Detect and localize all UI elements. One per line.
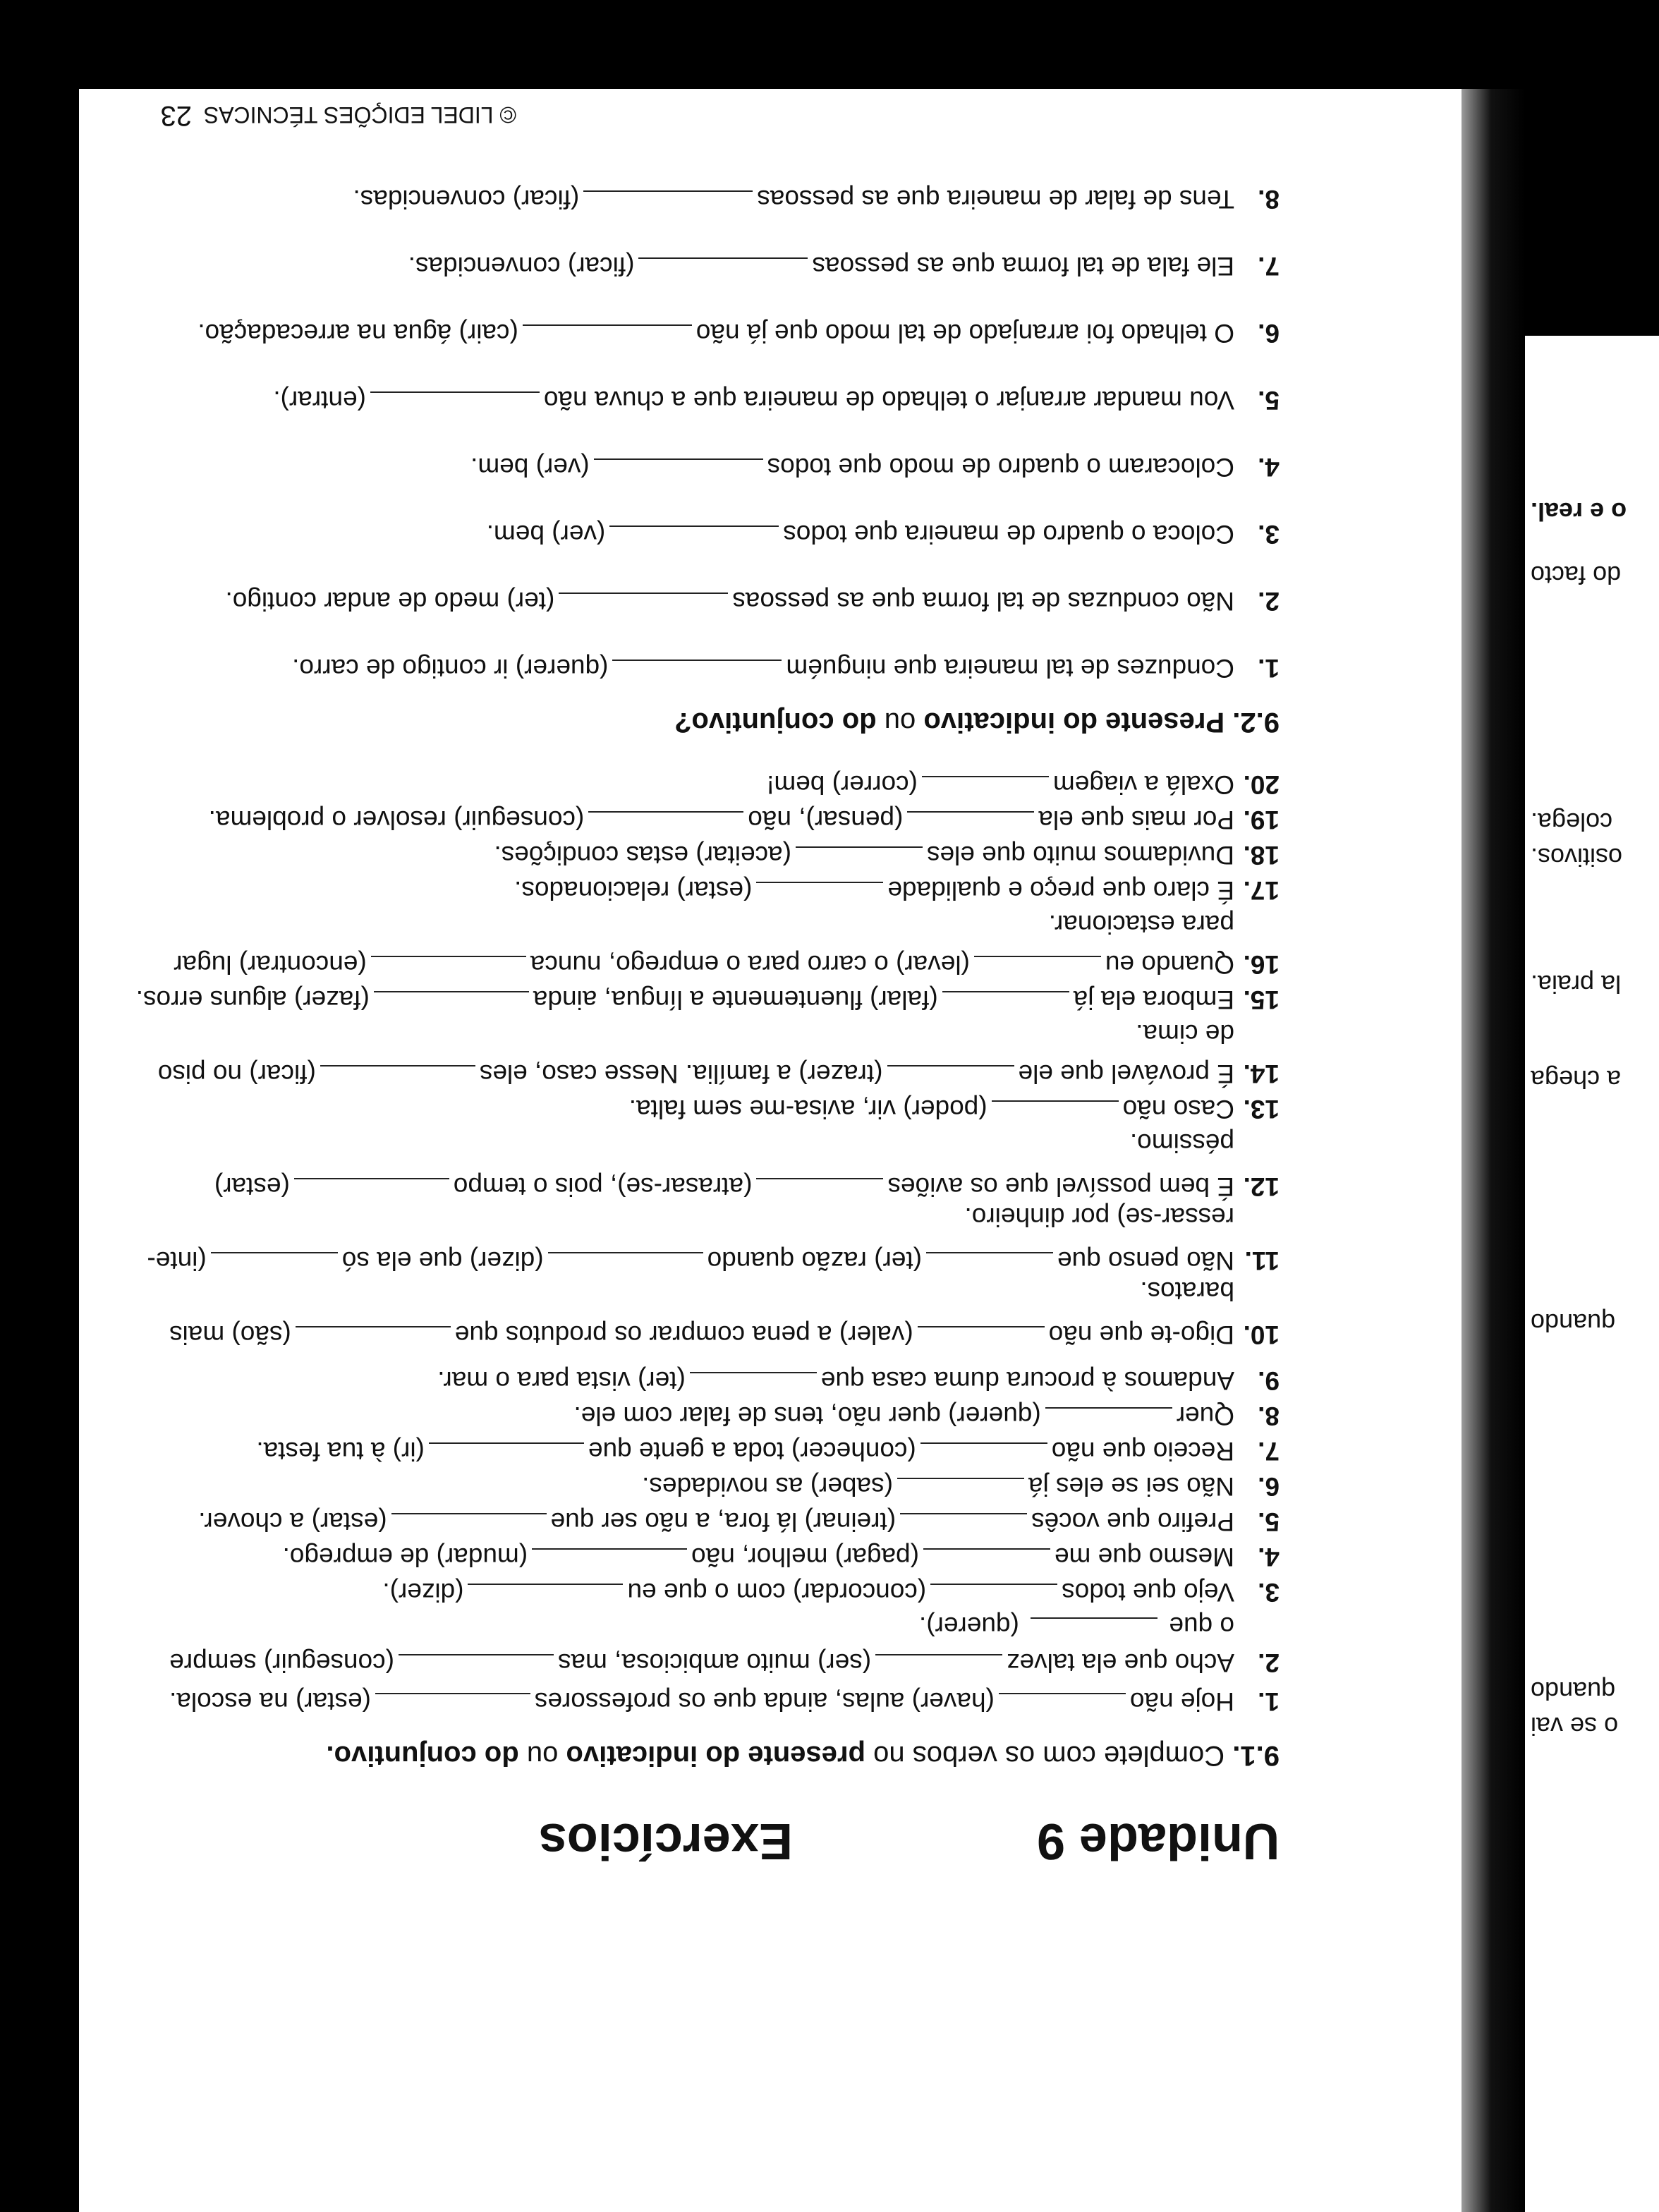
answer-blank[interactable] <box>918 1326 1045 1347</box>
item-text: Oxalá a viagem <box>1052 770 1234 799</box>
exercise-item <box>470 454 1280 480</box>
answer-blank[interactable] <box>391 1513 547 1534</box>
item-text: (são) mais <box>169 1320 291 1349</box>
item-text: É bem possível que os aviões <box>887 1172 1234 1201</box>
answer-blank[interactable] <box>609 525 779 547</box>
item-text: (trazer) a família. Nesse caso, eles <box>479 1059 883 1088</box>
item-number: 8. <box>1258 1402 1280 1430</box>
item-text: (haver) aulas, ainda que os professores <box>534 1687 995 1716</box>
answer-blank[interactable] <box>992 1100 1119 1122</box>
exercise-item <box>629 1096 1280 1122</box>
exercise-item <box>273 387 1280 413</box>
item-text: Quer <box>1176 1402 1234 1430</box>
item-text: (fazer) alguns erros. <box>135 985 370 1014</box>
item-text: É claro que preço e qualidade <box>887 876 1234 905</box>
exercise-item <box>214 1174 1280 1200</box>
answer-blank[interactable] <box>532 1548 687 1569</box>
item-text: (conseguir) resolver o problema. <box>208 806 585 834</box>
answer-blank[interactable] <box>922 776 1049 797</box>
item-text: (ter) razão quando <box>707 1246 923 1275</box>
exercise-item <box>292 655 1280 681</box>
item-text: (valer) a pena comprar os produtos que <box>454 1320 913 1349</box>
item-text: (saber) as novidades. <box>642 1472 893 1501</box>
answer-blank[interactable] <box>588 811 743 832</box>
item-text: (ter) medo de andar contigo. <box>225 587 555 616</box>
item-text: Coloca o quadro de maneira que todos <box>783 520 1234 549</box>
item-text: Não conduzas de tal forma que as pessoas <box>732 587 1234 616</box>
answer-blank[interactable] <box>690 1372 817 1393</box>
item-text: Digo-te que não <box>1048 1320 1234 1349</box>
item-number: 2. <box>1258 1648 1280 1677</box>
item-text: (aceitar) estas condições. <box>494 841 791 870</box>
instruction-text: Complete com os verbos no <box>873 1740 1225 1771</box>
instruction-bold: do conjuntivo? <box>674 707 877 738</box>
item-text: (conhecer) toda a gente que <box>588 1437 916 1466</box>
item-text: (ter) vista para o mar. <box>437 1366 686 1395</box>
prev-page-text: o se vai <box>1531 1712 1619 1741</box>
continuation-line <box>919 1611 1234 1641</box>
exercise-item <box>382 1579 1280 1605</box>
answer-blank[interactable] <box>887 1065 1014 1086</box>
exercise-item <box>767 772 1280 798</box>
item-number: 14. <box>1243 1059 1280 1088</box>
item-text: (dizer) que ela só <box>341 1246 544 1275</box>
answer-blank[interactable] <box>1031 1617 1157 1639</box>
item-text: (estar) relacionados. <box>514 876 753 905</box>
answer-blank[interactable] <box>523 324 692 346</box>
item-text: (poder) vir, avisa-me sem falta. <box>628 1095 988 1124</box>
continuation-text: o que <box>1169 1612 1234 1641</box>
item-text: O telhado foi arranjado de tal modo que já não <box>695 319 1234 348</box>
exercise-item <box>256 1438 1280 1464</box>
item-text: (pensar), não <box>748 806 904 834</box>
instruction-text: ou <box>884 707 916 738</box>
item-text: Colocaram o quadro de modo que todos <box>767 453 1234 482</box>
item-text: (ser) muito ambiciosa, mas <box>557 1648 872 1677</box>
answer-blank[interactable] <box>612 660 782 681</box>
item-text: Vejo que todos <box>1062 1578 1234 1607</box>
item-number: 8. <box>1258 185 1280 214</box>
item-text: Prefiro que vocês <box>1031 1507 1234 1536</box>
item-text: (correr) bem! <box>767 770 918 799</box>
answer-blank[interactable] <box>930 1584 1057 1605</box>
item-number: 6. <box>1258 1472 1280 1501</box>
item-number: 2. <box>1258 587 1280 616</box>
exercise-item <box>169 1322 1280 1348</box>
answer-blank[interactable] <box>211 1252 338 1273</box>
item-text: Mesmo que me <box>1055 1543 1234 1572</box>
item-text: (levar) o carro para o emprego, nunca <box>530 950 970 979</box>
answer-blank[interactable] <box>900 1513 1027 1534</box>
item-number: 5. <box>1258 386 1280 415</box>
item-number: 1. <box>1258 654 1280 683</box>
continuation-text: (querer). <box>918 1612 1019 1641</box>
exercise-item <box>169 1689 1280 1715</box>
item-number: 5. <box>1258 1507 1280 1536</box>
continuation-line: para estacionar. <box>1048 910 1234 939</box>
answer-blank[interactable] <box>999 1693 1126 1714</box>
exercise-item <box>174 952 1280 978</box>
answer-blank[interactable] <box>320 1065 475 1086</box>
continuation-line: baratos. <box>1140 1277 1234 1306</box>
item-text: Duvidamos muito que eles <box>927 841 1234 870</box>
item-number: 6. <box>1258 319 1280 348</box>
answer-blank[interactable] <box>796 846 923 868</box>
item-text: (mudar) de emprego. <box>282 1543 528 1572</box>
item-text: (ficar) convencidas. <box>353 185 580 214</box>
item-number: 19. <box>1243 806 1280 834</box>
item-number: 9. <box>1258 1366 1280 1395</box>
exercise-number: 9.2. <box>1232 707 1280 738</box>
item-number: 16. <box>1243 950 1280 979</box>
answer-blank[interactable] <box>926 1252 1053 1273</box>
item-text: (estar) a chover. <box>198 1507 387 1536</box>
unit-subtitle: Exercícios <box>538 1813 793 1869</box>
instruction-bold: presente do indicativo <box>566 1740 866 1771</box>
previous-page-strip <box>1525 336 1659 2212</box>
item-text: Acho que ela talvez <box>1007 1648 1234 1677</box>
item-text: Ele fala de tal forma que as pessoas <box>812 252 1234 281</box>
exercise-item <box>169 1650 1280 1676</box>
item-number: 12. <box>1243 1172 1280 1201</box>
item-number: 3. <box>1258 1578 1280 1607</box>
prev-page-text: quando <box>1531 1677 1616 1706</box>
prev-page-text: a chega <box>1531 1065 1622 1094</box>
item-text: Não penso que <box>1057 1246 1234 1275</box>
item-text: (ver) bem. <box>486 520 606 549</box>
answer-blank[interactable] <box>429 1442 584 1464</box>
item-text: (treinar) lá fora, a não ser que <box>550 1507 897 1536</box>
item-number: 7. <box>1258 252 1280 281</box>
answer-blank[interactable] <box>923 1548 1050 1569</box>
item-text: (querer) ir contigo de carro. <box>292 654 609 683</box>
item-text: Caso não <box>1122 1095 1234 1124</box>
item-text: Por mais que ela <box>1038 806 1234 834</box>
exercise-item <box>198 320 1280 346</box>
answer-blank[interactable] <box>296 1326 451 1347</box>
answer-blank[interactable] <box>974 956 1101 977</box>
item-number: 4. <box>1258 453 1280 482</box>
answer-blank[interactable] <box>468 1584 624 1605</box>
exercise-item <box>283 1544 1280 1570</box>
exercise-item <box>494 842 1280 868</box>
item-text: Não sei se eles já <box>1028 1472 1234 1501</box>
exercise-number: 9.1. <box>1232 1740 1280 1771</box>
item-number: 17. <box>1243 876 1280 905</box>
item-number: 10. <box>1243 1320 1280 1349</box>
answer-blank[interactable] <box>942 991 1069 1012</box>
item-text: Quando eu <box>1105 950 1234 979</box>
continuation-line: de cima. <box>1136 1019 1234 1048</box>
instruction-text: ou <box>526 1740 559 1771</box>
item-text: (concordar) com o que eu <box>627 1578 927 1607</box>
answer-blank[interactable] <box>399 1654 554 1675</box>
instruction-bold: do conjuntivo. <box>326 1740 519 1771</box>
item-text: (querer) quer não, tens de falar com ele. <box>573 1402 1041 1430</box>
prev-page-text: do facto <box>1531 561 1622 590</box>
item-text: Andamos à procura duma casa que <box>820 1366 1234 1395</box>
answer-blank[interactable] <box>638 257 808 279</box>
item-text: (conseguir) sempre <box>169 1648 394 1677</box>
item-text: É provável que ele <box>1018 1059 1234 1088</box>
item-text: (inte- <box>147 1246 207 1275</box>
answer-blank[interactable] <box>594 458 763 480</box>
prev-page-text: la praia. <box>1531 970 1622 999</box>
item-number: 15. <box>1243 985 1280 1014</box>
answer-blank[interactable] <box>756 1178 883 1199</box>
exercise-item <box>158 1061 1280 1087</box>
exercise-item <box>487 521 1280 547</box>
answer-blank[interactable] <box>371 956 526 977</box>
item-number: 1. <box>1258 1687 1280 1716</box>
exercise-header <box>326 1739 1280 1771</box>
item-number: 4. <box>1258 1543 1280 1572</box>
exercise-header <box>674 706 1280 738</box>
exercise-item <box>225 588 1280 614</box>
book-page <box>79 89 1462 2212</box>
unit-title: Unidade 9 <box>1036 1813 1280 1869</box>
answer-blank[interactable] <box>583 190 753 212</box>
item-number: 7. <box>1258 1437 1280 1466</box>
item-text: (ficar) convencidas. <box>408 252 635 281</box>
item-text: Receio que não <box>1051 1437 1234 1466</box>
item-text: Conduzes de tal maneira que ninguém <box>786 654 1234 683</box>
exercise-item <box>136 987 1280 1013</box>
item-text: (ver) bem. <box>470 453 590 482</box>
answer-blank[interactable] <box>559 592 728 614</box>
answer-blank[interactable] <box>294 1178 449 1199</box>
prev-page-text: quando <box>1531 1308 1616 1337</box>
item-number: 20. <box>1243 770 1280 799</box>
exercise-item <box>437 1368 1280 1394</box>
item-text: (pagar) melhor, não <box>691 1543 919 1572</box>
instruction-bold: Presente do indicativo <box>923 707 1225 738</box>
answer-blank[interactable] <box>548 1252 703 1273</box>
prev-page-text: o e real. <box>1531 497 1627 526</box>
item-text: (ir) à tua festa. <box>256 1437 425 1466</box>
exercise-item <box>353 186 1280 212</box>
item-text: (atrasar-se), pois o tempo <box>453 1172 753 1201</box>
item-text: (ficar) no piso <box>157 1059 316 1088</box>
exercise-item <box>514 877 1280 904</box>
item-number: 18. <box>1243 841 1280 870</box>
exercise-item <box>408 253 1280 279</box>
item-text: (falar) fluentemente a língua, ainda <box>533 985 938 1014</box>
answer-blank[interactable] <box>375 1693 530 1714</box>
item-text: Embora ela já <box>1073 985 1234 1014</box>
answer-blank[interactable] <box>875 1654 1002 1675</box>
answer-blank[interactable] <box>1045 1407 1172 1428</box>
item-text: (estar) na escola. <box>169 1687 371 1716</box>
item-text: (estar) <box>214 1172 290 1201</box>
prev-page-text: colega. <box>1531 808 1613 837</box>
item-number: 13. <box>1243 1095 1280 1124</box>
exercise-item <box>573 1403 1280 1429</box>
page-number: 23 <box>160 100 192 131</box>
exercise-item <box>147 1248 1280 1274</box>
exercise-item <box>209 807 1280 833</box>
item-text: (encontrar) lugar <box>174 950 367 979</box>
continuation-line: péssimo. <box>1129 1129 1234 1157</box>
exercise-item <box>642 1473 1280 1500</box>
answer-blank[interactable] <box>370 391 540 413</box>
item-number: 3. <box>1258 520 1280 549</box>
answer-blank[interactable] <box>897 1478 1024 1499</box>
item-text: Vou mandar arranjar o telhado de maneira que a chuva não <box>543 386 1234 415</box>
item-text: (cair) água na arrecadação. <box>198 319 518 348</box>
item-number: 11. <box>1244 1246 1280 1275</box>
item-text: (entrar). <box>273 386 366 415</box>
prev-page-text: ositivos. <box>1531 843 1623 872</box>
answer-blank[interactable] <box>907 811 1034 832</box>
answer-blank[interactable] <box>374 991 529 1012</box>
publisher-footer: © LIDEL EDIÇÕES TÉCNICAS <box>203 102 516 128</box>
item-text: Hoje não <box>1129 1687 1234 1716</box>
item-text: Tens de falar de maneira que as pessoas <box>757 185 1234 214</box>
exercise-item <box>198 1509 1280 1535</box>
item-text: (dizer). <box>382 1578 464 1607</box>
answer-blank[interactable] <box>756 882 883 903</box>
continuation-line: ressar-se) por dinheiro. <box>964 1203 1234 1232</box>
answer-blank[interactable] <box>920 1442 1047 1464</box>
